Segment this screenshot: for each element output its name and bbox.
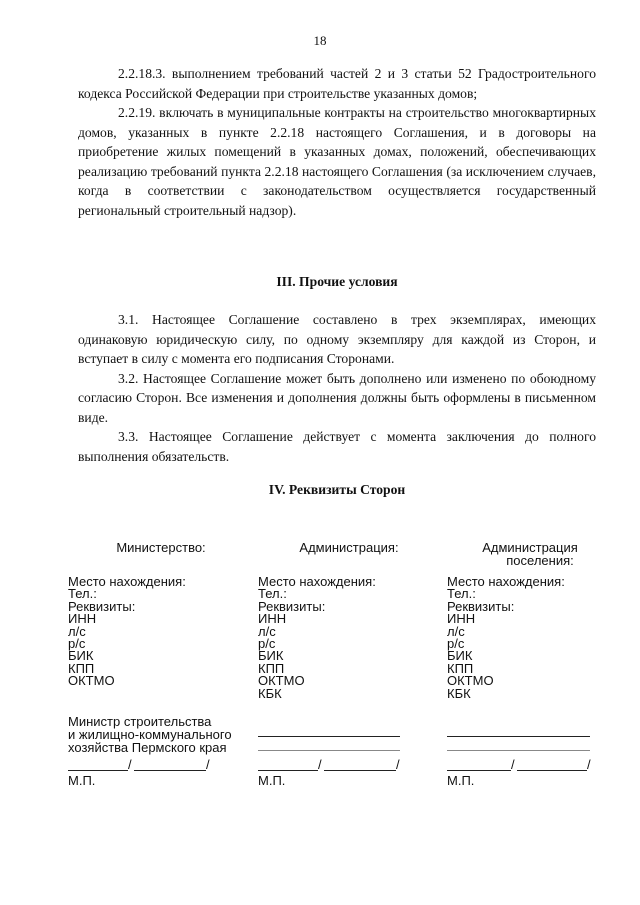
signature-slash-administration-2: / — [396, 757, 400, 772]
field-kpp: КПП — [447, 660, 474, 676]
field-inn: ИНН — [68, 611, 97, 627]
section-3-title: III. Прочие условия — [276, 274, 398, 289]
field-bik: БИК — [68, 648, 94, 664]
signatory-line-3: хозяйства Пермского края — [68, 740, 227, 755]
requisites-settlement-administration — [447, 576, 565, 700]
column-heading-settlement-administration — [460, 541, 600, 567]
page-number: 18 — [313, 33, 327, 48]
section-3-paragraphs — [78, 310, 596, 466]
paragraph-2-2-19: 2.2.19. включать в муниципальные контракты на строительство многоквартирных домов, указанных в пункте 2.2.18 настоящего Соглашения, и в договоры на приобретение жилых помещений в указанных домах, положений, обеспечивающих реализацию требований пункта 2.2.18 настоящего Соглашения (за исключением случаев, когда в соответствии с законодательством осуществляется государственный региональный строительный надзор). — [78, 105, 596, 218]
requisites-administration — [258, 576, 376, 700]
field-location: Место нахождения: — [447, 574, 565, 589]
stamp-label-administration: М.П. — [258, 773, 286, 788]
signature-slash-settlement-2: / — [587, 757, 591, 772]
field-kpp: КПП — [258, 660, 285, 676]
field-bik: БИК — [447, 648, 473, 664]
signature-slash-settlement-1: / — [511, 757, 515, 772]
column-heading-settlement-line2: поселения: — [506, 553, 574, 568]
signature-slash-ministry-1: / — [128, 757, 132, 772]
field-rs: р/с — [68, 636, 86, 652]
field-phone: Тел.: — [447, 586, 476, 602]
field-phone: Тел.: — [258, 586, 287, 602]
stamp-label-ministry: М.П. — [68, 773, 96, 788]
column-heading-administration: Администрация: — [299, 540, 399, 555]
field-ls: л/с — [258, 623, 276, 639]
signature-slash-administration-1: / — [318, 757, 322, 772]
field-ls: л/с — [68, 623, 86, 639]
field-inn: ИНН — [258, 611, 287, 627]
field-phone: Тел.: — [68, 586, 97, 602]
field-oktmo: ОКТМО — [258, 673, 305, 689]
field-requisites: Реквизиты: — [258, 598, 326, 614]
paragraph-2-2-18-3: 2.2.18.3. выполнением требований частей 2 и 3 статьи 52 Градостроительного кодекса Российской Федерации при строительстве указанных домов; — [78, 66, 596, 101]
field-location: Место нахождения: — [68, 574, 186, 589]
field-inn: ИНН — [447, 611, 476, 627]
signature-line-settlement-b — [517, 770, 587, 771]
paragraph-3-1: 3.1. Настоящее Соглашение составлено в трех экземплярах, имеющих одинаковую юридическую силу, по одному экземпляру для каждой из Сторон, и вступает в силу с момента его подписания Сторонами. — [78, 312, 596, 366]
field-requisites: Реквизиты: — [447, 598, 515, 614]
signatory-line-2: и жилищно-коммунального — [68, 727, 232, 742]
signatory-title — [68, 715, 232, 754]
field-kbk: КБК — [447, 685, 471, 701]
field-rs: р/с — [447, 636, 465, 652]
column-heading-ministry: Министерство: — [116, 540, 206, 555]
field-requisites: Реквизиты: — [68, 598, 136, 614]
paragraph-3-2: 3.2. Настоящее Соглашение может быть дополнено или изменено по обоюдному согласию Сторон. Все изменения и дополнения должны быть оформлены в письменном виде. — [78, 370, 596, 425]
requisites-ministry — [68, 576, 186, 688]
signature-line-administration-a — [258, 770, 318, 771]
field-oktmo: ОКТМО — [447, 673, 494, 689]
signature-line-settlement-a — [447, 770, 511, 771]
field-location: Место нахождения: — [258, 574, 376, 589]
column-heading-settlement-line1: Администрация — [482, 540, 578, 555]
signature-line-ministry-a — [68, 770, 128, 771]
field-kpp: КПП — [68, 660, 95, 676]
signature-line-ministry-b — [134, 770, 206, 771]
paragraph-3-3: 3.3. Настоящее Соглашение действует с момента заключения до полного выполнения обязательств. — [78, 429, 596, 464]
signature-line-administration-title — [258, 736, 400, 737]
signature-line-administration-b — [324, 770, 396, 771]
section-4-title: IV. Реквизиты Сторон — [268, 482, 406, 497]
signature-line-settlement-title-2 — [447, 750, 590, 751]
signature-line-administration-title-2 — [258, 750, 400, 751]
signature-line-settlement-title — [447, 736, 590, 737]
field-rs: р/с — [258, 636, 276, 652]
field-oktmo: ОКТМО — [68, 673, 115, 689]
field-kbk: КБК — [258, 685, 282, 701]
paragraphs-top — [78, 64, 596, 220]
field-bik: БИК — [258, 648, 284, 664]
stamp-label-settlement: М.П. — [447, 773, 475, 788]
signatory-line-1: Министр строительства — [68, 714, 212, 729]
signature-slash-ministry-2: / — [206, 757, 210, 772]
field-ls: л/с — [447, 623, 465, 639]
